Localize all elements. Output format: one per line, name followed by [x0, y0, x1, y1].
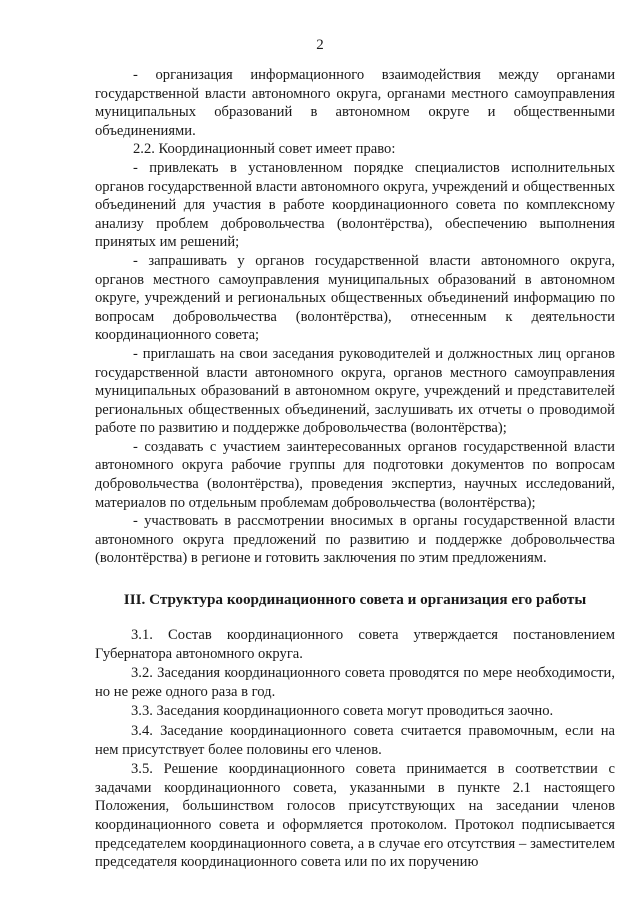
- paragraph-create-groups: - создавать с участием заинтересованных органов государственной власти автономного округа рабочие группы для подготовки документов по вопросам добровольчества (волонтёрства), проведения экспертиз, научных исследований, материалов по отдельным проблемам добровольчества (волонтёрства);: [95, 438, 615, 511]
- paragraph-3-3: 3.3. Заседания координационного совета могут проводиться заочно.: [131, 703, 554, 720]
- paragraph-3-2: 3.2. Заседания координационного совета проводятся по мере необходимости, но не реже одного раза в год.: [95, 665, 615, 700]
- document-body: [95, 66, 615, 873]
- paragraph-2-2: 2.2. Координационный совет имеет право:: [133, 141, 396, 158]
- paragraph-invite: - приглашать на свои заседания руководителей и должностных лиц органов государственной власти автономного округа, органов местного самоуправления муниципальных образований в автономном округе, учреждений и представителей региональных общественных объединений, заслушивать их отчеты о проводимой работе по развитию и поддержке добровольчества (волонтёрства);: [95, 345, 615, 437]
- paragraph-organization: - организация информационного взаимодействия между органами государственной власти автономного округа, органами местного самоуправления муниципальных образований в автономном округе и общественными объединениями.: [95, 67, 615, 139]
- paragraph-involve: - привлекать в установленном порядке специалистов исполнительных органов государственной власти автономного округа, учреждений и общественных объединений для участия в работе координационного совета по комплексному анализу проблем добровольчества (волонтёрства), обеспечению выполнения принятых им решений;: [95, 159, 615, 251]
- paragraph-request: - запрашивать у органов государственной власти автономного округа, органов местного самоуправления муниципальных образований в автономном округе, учреждений и региональных общественных объединений информацию по вопросам добровольчества (волонтёрства), отнесенным к деятельности координационного совета;: [95, 252, 615, 344]
- paragraph-participate: - участвовать в рассмотрении вносимых в органы государственной власти автономного округа предложений по развитию и поддержке добровольчества (волонтёрства) в регионе и готовить заключения по этим предложениям.: [95, 513, 615, 567]
- paragraph-3-1: 3.1. Состав координационного совета утверждается постановлением Губернатора автономного округа.: [95, 627, 615, 662]
- section-heading: III. Структура координационного совета и организация его работы: [123, 591, 587, 609]
- paragraph-3-5: 3.5. Решение координационного совета принимается в соответствии с задачами координационного совета, указанными в пункте 2.1 настоящего Положения, большинством голосов присутствующих на заседании членов координационного совета и оформляется протоколом. Протокол подписывается председателем координационного совета, а в случае его отсутствия – заместителем председателя координационного совета или по их поручению: [95, 761, 615, 871]
- page-number: 2: [316, 37, 324, 53]
- paragraph-3-4: 3.4. Заседание координационного совета считается правомочным, если на нем присутствует более половины его членов.: [95, 723, 615, 758]
